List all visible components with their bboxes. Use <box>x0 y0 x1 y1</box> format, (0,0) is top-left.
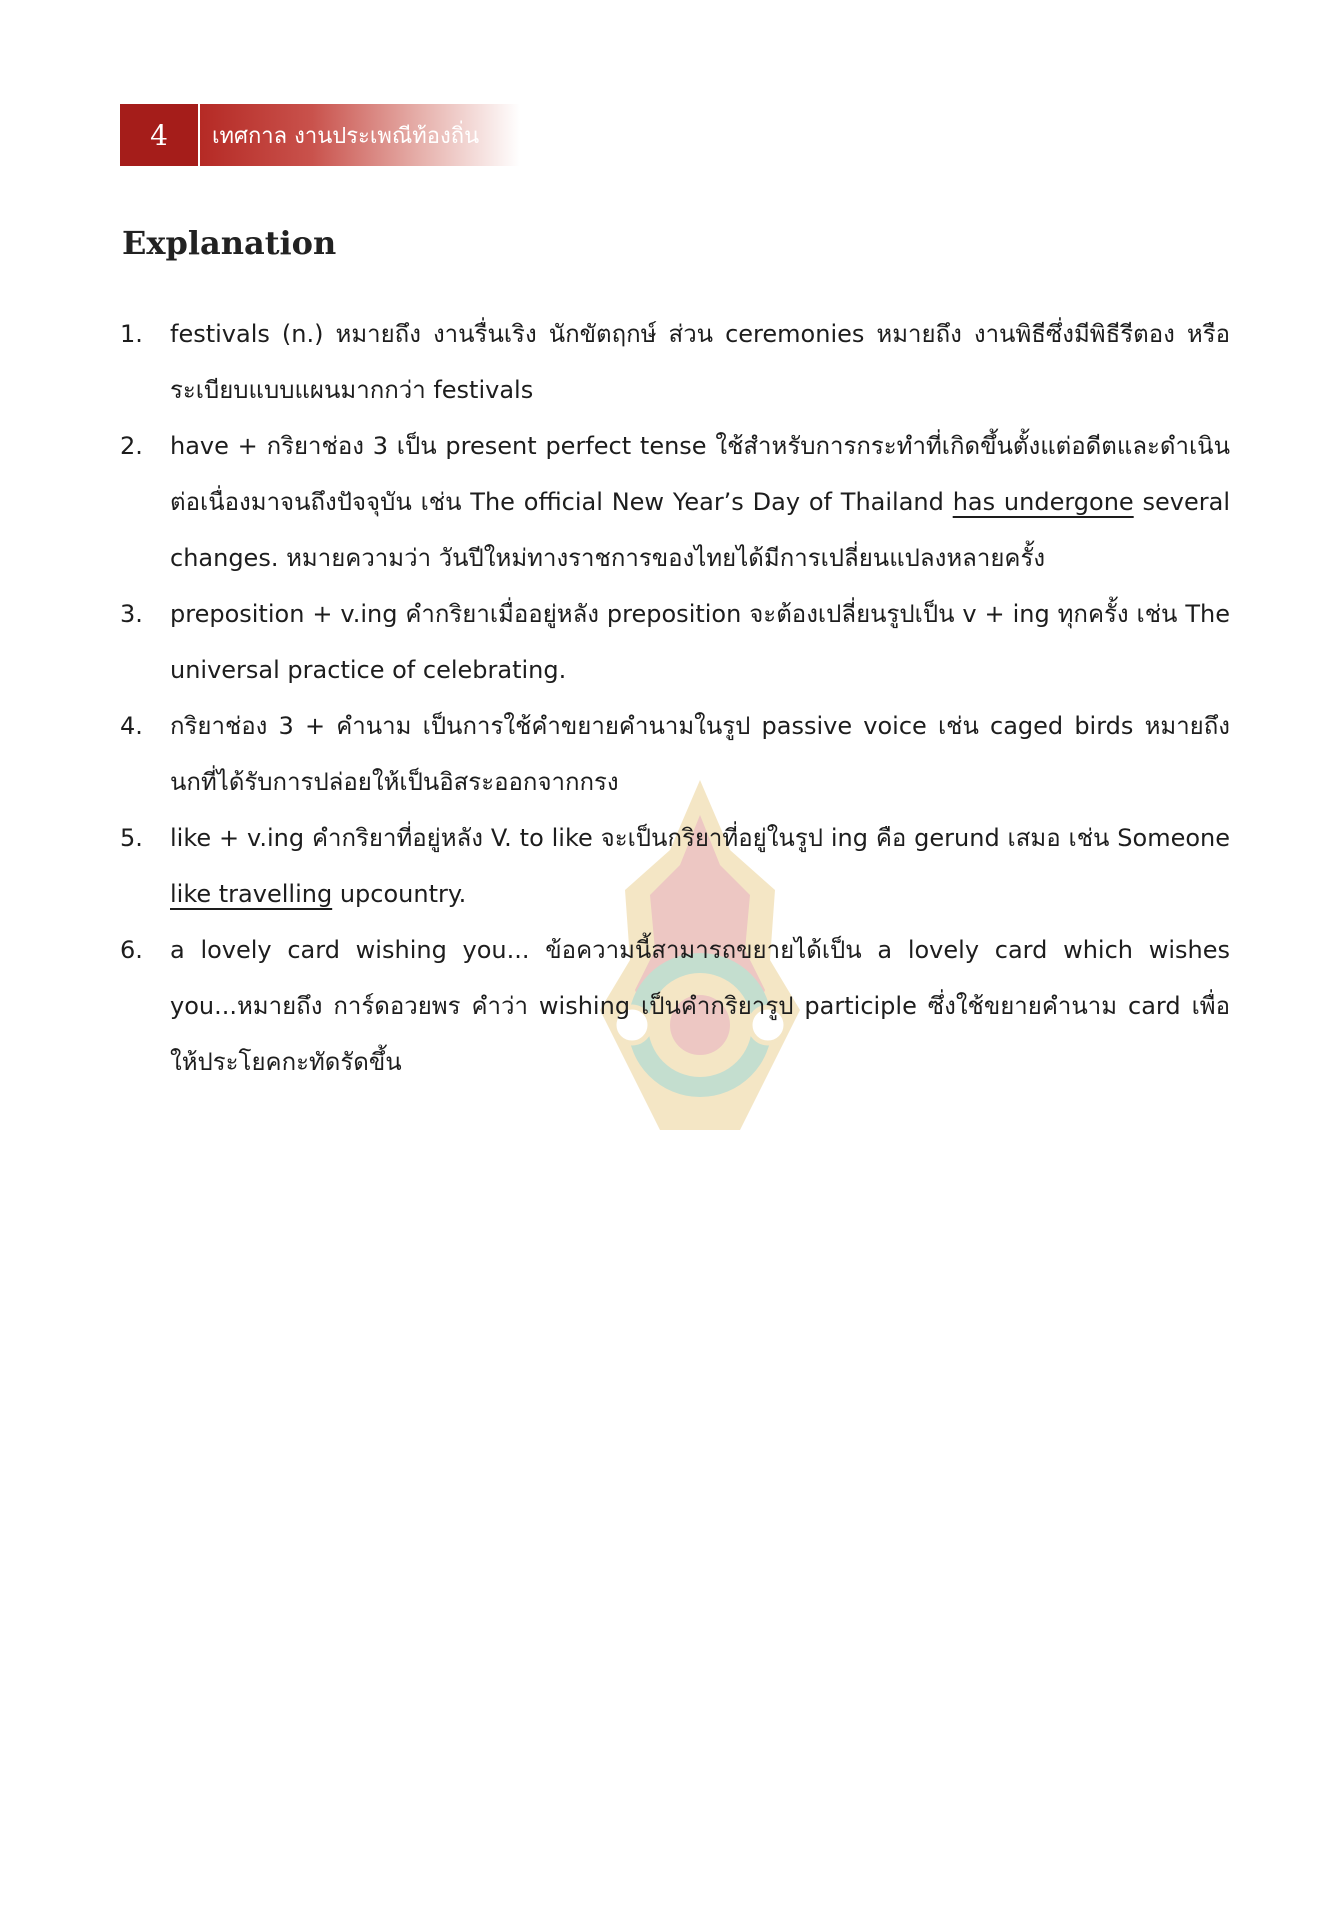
item-text-after: several changes. หมายความว่า วันปีใหม่ทางราชการของไทยได้มีการเปลี่ยนแปลงหลายครั้ง <box>170 488 1231 572</box>
item-text: กริยาช่อง 3 + คำนาม เป็นการใช้คำขยายคำนามในรูป passive voice เช่น caged birds หมายถึง นกที่ได้รับการปล่อยให้เป็นอิสระออกจากกรง <box>170 712 1230 796</box>
item-text: festivals (n.) หมายถึง งานรื่นเริง นักขัตฤกษ์ ส่วน ceremonies หมายถึง งานพิธีซึ่งมีพิธีรีตอง หรือระเบียบแบบแผนมากกว่า festivals <box>170 320 1230 404</box>
list-item <box>120 586 1230 698</box>
item-number: 2. <box>120 432 143 460</box>
list-item <box>120 922 1230 1090</box>
chapter-title: เทศกาล งานประเพณีท้องถิ่น <box>200 104 520 166</box>
list-item <box>120 698 1230 810</box>
item-text: a lovely card wishing you... ข้อความนี้สามารถขยายได้เป็น a lovely card which wishes you...หมายถึง การ์ดอวยพร คำว่า wishing เป็นคำกริยารูป participle ซึ่งใช้ขยายคำนาม card เพื่อให้ประโยคกะทัดรัดขึ้น <box>170 936 1230 1076</box>
item-text-before: have + กริยาช่อง 3 เป็น present perfect tense ใช้สำหรับการกระทำที่เกิดขึ้นตั้งแต่อดีตและดำเนินต่อเนื่องมาจนถึงปัจจุบัน เช่น The official New Year’s Day of Thailand <box>170 432 1230 516</box>
explanation-list <box>120 306 1230 1090</box>
list-item <box>120 306 1230 418</box>
item-text <box>170 810 1230 922</box>
page-number: 4 <box>120 104 198 166</box>
underlined-example: like travelling <box>170 880 333 908</box>
section-title: Explanation <box>122 224 337 262</box>
item-number: 6. <box>120 936 143 964</box>
page-header <box>120 104 520 166</box>
item-text-after: upcountry. <box>332 880 467 908</box>
item-text <box>170 418 1230 586</box>
item-number: 4. <box>120 712 143 740</box>
item-text-before: like + v.ing คำกริยาที่อยู่หลัง V. to like จะเป็นกริยาที่อยู่ในรูป ing คือ gerund เสมอ เช่น Someone <box>170 824 1230 852</box>
item-number: 1. <box>120 320 143 348</box>
list-item <box>120 810 1230 922</box>
item-number: 3. <box>120 600 143 628</box>
underlined-example: has undergone <box>952 488 1134 516</box>
item-text: preposition + v.ing คำกริยาเมื่ออยู่หลัง preposition จะต้องเปลี่ยนรูปเป็น v + ing ทุกครั้ง เช่น The universal practice of celebrating. <box>170 600 1230 684</box>
list-item <box>120 418 1230 586</box>
item-number: 5. <box>120 824 143 852</box>
